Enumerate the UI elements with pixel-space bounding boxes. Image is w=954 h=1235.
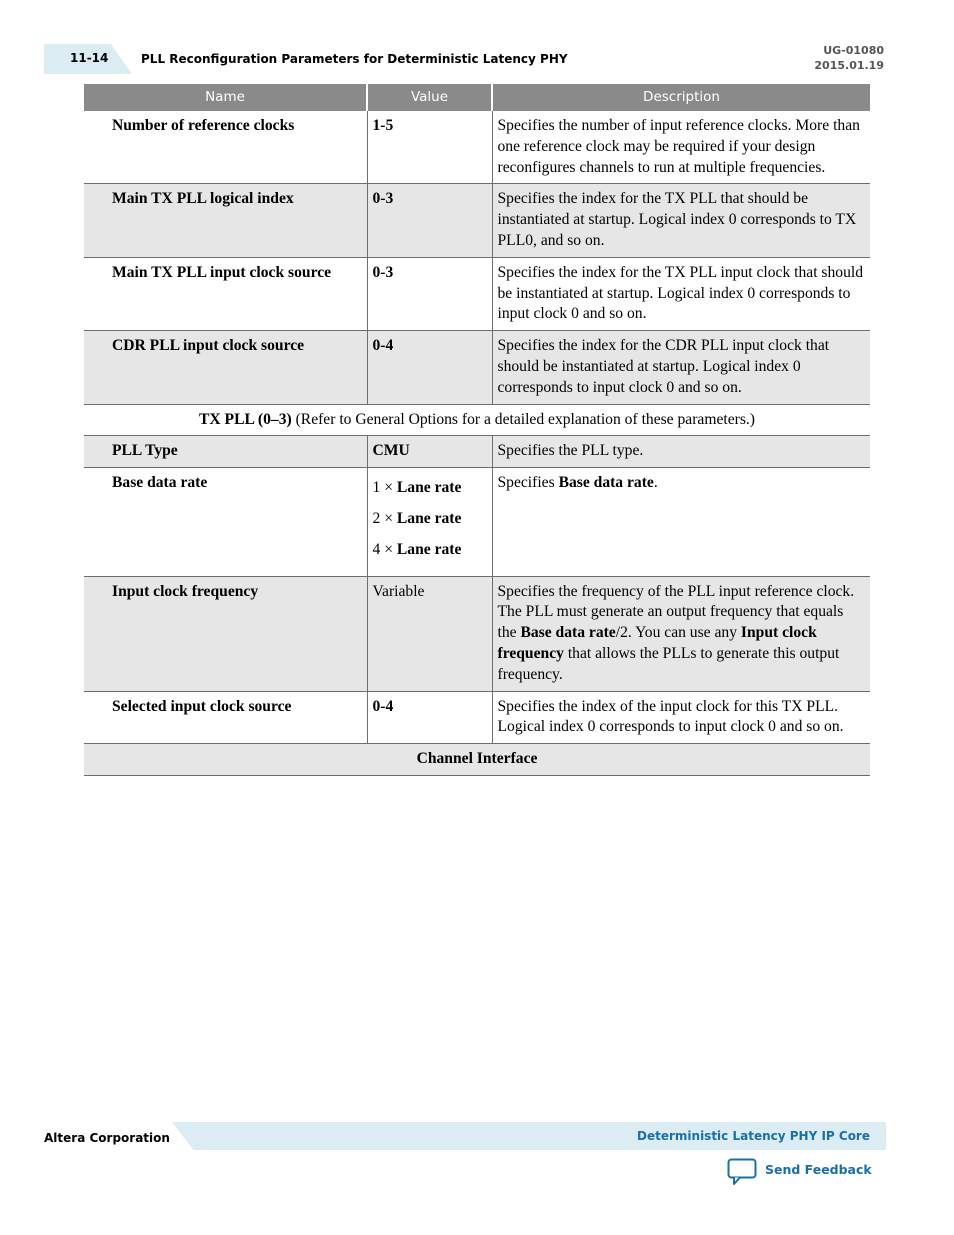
param-value: 1-5 — [367, 111, 492, 184]
param-name: Main TX PLL input clock source — [84, 257, 367, 330]
section-row-channel-interface — [84, 744, 870, 776]
value-option: 1 × Lane rate — [372, 479, 462, 497]
table-row — [84, 436, 870, 468]
column-header-value: Value — [367, 84, 492, 111]
param-value: 0-4 — [367, 691, 492, 744]
param-name: Input clock frequency — [84, 576, 367, 691]
doc-date: 2015.01.19 — [814, 59, 884, 72]
column-header-description: Description — [492, 84, 870, 111]
param-name: Selected input clock source — [84, 691, 367, 744]
param-description: Specifies the frequency of the PLL input reference clock. The PLL must generate an output frequency that equals the Base data rate/2. You can use any Input clock frequency that allows the PLLs to generate this output frequency. — [492, 576, 870, 691]
param-value-list — [367, 468, 492, 576]
section-heading — [84, 404, 870, 436]
param-value: CMU — [367, 436, 492, 468]
param-value: Variable — [367, 576, 492, 691]
table-row — [84, 576, 870, 691]
param-name: CDR PLL input clock source — [84, 331, 367, 404]
feedback-icon[interactable] — [727, 1158, 757, 1186]
param-description: Specifies the index for the CDR PLL input clock that should be instantiated at startup. Logical index 0 corresponds to input clock 0 and so on. — [492, 331, 870, 404]
section-row-tx-pll — [84, 404, 870, 436]
param-value: 0-3 — [367, 257, 492, 330]
section-heading-bold: TX PLL (0–3) — [199, 410, 292, 428]
company-name: Altera Corporation — [44, 1131, 170, 1145]
param-name: Base data rate — [84, 468, 367, 576]
param-description: Specifies the PLL type. — [492, 436, 870, 468]
param-description: Specifies the number of input reference clocks. More than one reference clock may be required if your design reconfigures channels to run at multiple frequencies. — [492, 111, 870, 184]
table-row — [84, 691, 870, 744]
table-row — [84, 257, 870, 330]
value-option: 2 × Lane rate — [372, 509, 462, 527]
param-description: Specifies the index for the TX PLL that should be instantiated at startup. Logical index 0 corresponds to TX PLL0, and so on. — [492, 184, 870, 257]
param-name: PLL Type — [84, 436, 367, 468]
table-header-row — [84, 84, 870, 111]
param-name: Main TX PLL logical index — [84, 184, 367, 257]
table-row — [84, 111, 870, 184]
doc-id: UG-01080 — [823, 44, 884, 57]
column-header-name: Name — [84, 84, 367, 111]
doc-id-block — [814, 43, 884, 73]
document-title-link[interactable]: Deterministic Latency PHY IP Core — [637, 1129, 870, 1143]
value-option: 4 × Lane rate — [372, 540, 462, 558]
param-name: Number of reference clocks — [84, 111, 367, 184]
table-row — [84, 184, 870, 257]
section-heading: Channel Interface — [84, 744, 870, 776]
param-description: Specifies the index of the input clock for this TX PLL. Logical index 0 corresponds to input clock 0 and so on. — [492, 691, 870, 744]
param-description: Specifies Base data rate. — [492, 468, 870, 576]
table-row — [84, 468, 870, 576]
param-value: 0-3 — [367, 184, 492, 257]
page-number: 11-14 — [70, 51, 109, 65]
section-heading-note: (Refer to General Options for a detailed explanation of these parameters.) — [291, 410, 755, 428]
param-value: 0-4 — [367, 331, 492, 404]
param-description: Specifies the index for the TX PLL input clock that should be instantiated at startup. Logical index 0 corresponds to input clock 0 and so on. — [492, 257, 870, 330]
section-title: PLL Reconfiguration Parameters for Deterministic Latency PHY — [141, 52, 568, 66]
parameter-table — [84, 84, 870, 776]
table-row — [84, 331, 870, 404]
send-feedback-link[interactable]: Send Feedback — [765, 1162, 872, 1177]
